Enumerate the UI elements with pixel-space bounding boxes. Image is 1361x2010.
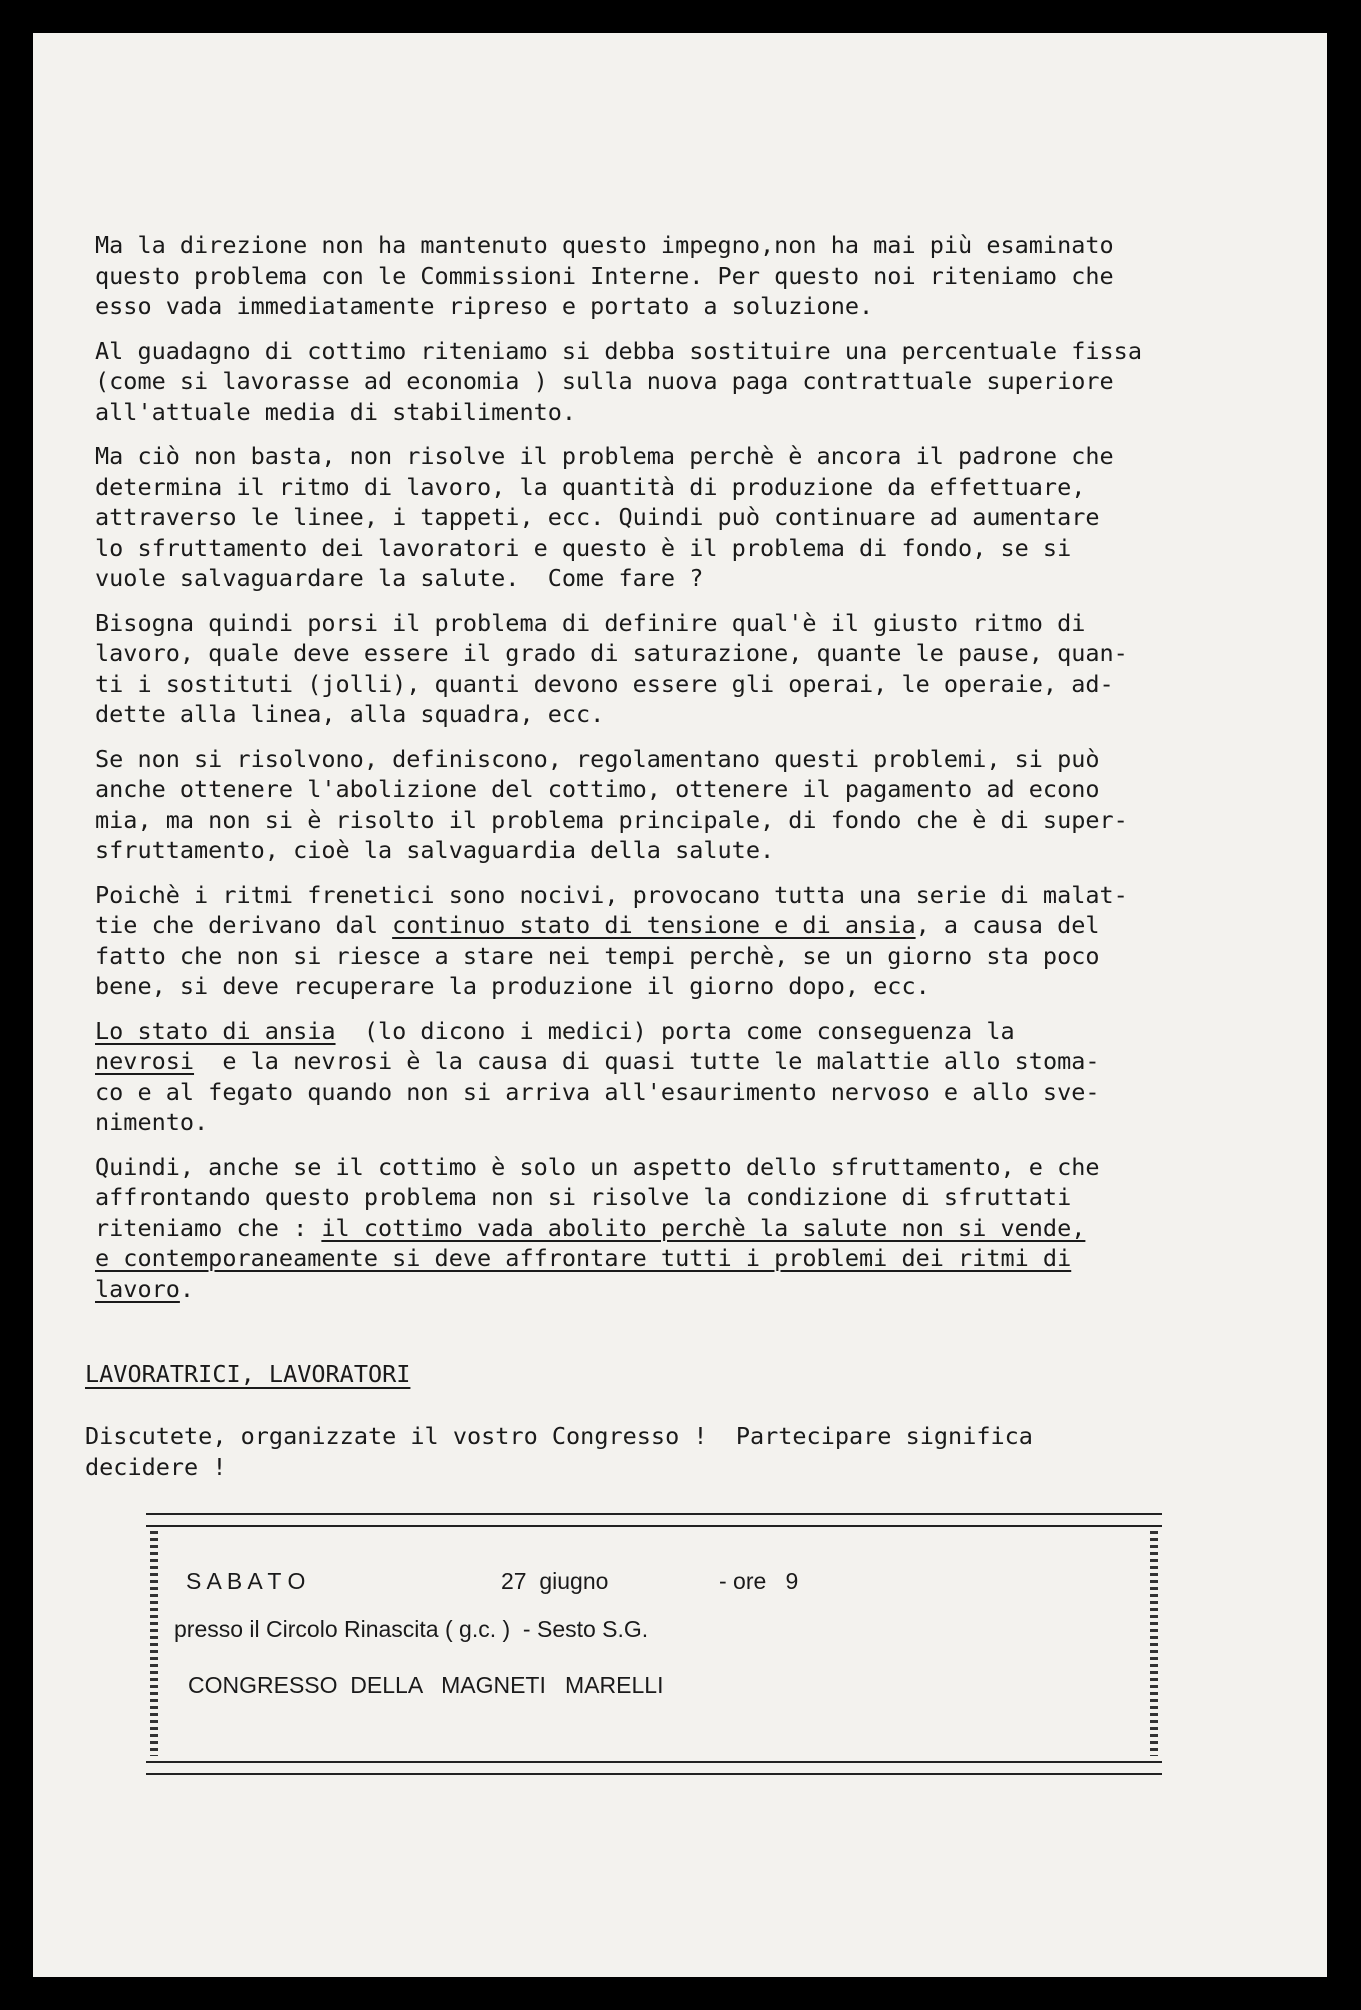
text-line: lavoro, quale deve essere il grado di saturazione, quante le pause, quan- [95, 639, 1128, 667]
border-rule-top [146, 1513, 1162, 1527]
underlined-text: nevrosi [95, 1047, 195, 1075]
text-line: all'attuale media di stabilimento. [95, 397, 577, 426]
underlined-text: Lo stato di ansia [95, 1016, 336, 1045]
text-line: co e al fegato quando non si arriva all'esaurimento nervoso e allo sve- [95, 1077, 1100, 1106]
event-box [146, 1513, 1162, 1786]
underlined-text: continuo stato di tensione e di ansia [392, 911, 916, 939]
text-line: Al guadagno di cottimo riteniamo si debba sostituire una percentuale fissa [95, 336, 1142, 365]
text-line: esso vada immediatamente ripreso e portato a soluzione. [95, 292, 874, 320]
body-text [95, 230, 1275, 1318]
paragraph [95, 441, 1275, 594]
paragraph-conclusione [95, 1152, 1275, 1305]
border-side-left [150, 1531, 158, 1756]
paragraph [95, 608, 1275, 730]
text-line: Bisogna quindi porsi il problema di definire qual'è il giusto ritmo di [95, 608, 1086, 637]
text-line: ti i sostituti (jolli), quanti devono essere gli operai, le operaie, ad- [95, 669, 1114, 698]
underlined-text: e contemporaneamente si deve affrontare tutti i problemi dei ritmi di [95, 1244, 1072, 1272]
text-line: sfruttamento, cioè la salvaguardia della salute. [95, 836, 775, 864]
paragraph [95, 336, 1275, 428]
underlined-text: il cottimo vada abolito perchè la salute non si vende, [321, 1213, 1086, 1242]
text-span: tie che derivano dal [95, 911, 393, 939]
text-span: . [179, 1274, 195, 1303]
text-line: dette alla linea, alla squadra, ecc. [95, 700, 605, 728]
event-time: - ore 9 [719, 1568, 799, 1594]
text-line [95, 1213, 1275, 1244]
event-date: 27 giugno [501, 1568, 609, 1594]
call-to-action [85, 1421, 1033, 1483]
text-span: (lo dicono i medici) porta come conseguenza la [335, 1016, 1015, 1045]
event-title: CONGRESSO DELLA MAGNETI MARELLI [188, 1672, 664, 1698]
text-span: , a causa del [915, 911, 1100, 939]
text-span: e la nevrosi è la causa di quasi tutte le malattie allo stoma- [194, 1047, 1100, 1075]
text-line [95, 1243, 1275, 1274]
text-line: attraverso le linee, i tappeti, ecc. Quindi può continuare ad aumentare [95, 503, 1100, 531]
text-line: decidere ! [85, 1453, 227, 1481]
text-line [95, 1274, 1275, 1305]
text-line: affrontando questo problema non si risolve la condizione di sfruttati [95, 1183, 1072, 1211]
text-line [95, 1016, 1275, 1047]
text-line: Ma ciò non basta, non risolve il problema perchè è ancora il padrone che [95, 442, 1114, 470]
paragraph-ritmi [95, 880, 1275, 1002]
text-line: Ma la direzione non ha mantenuto questo impegno,non ha mai più esaminato [95, 231, 1114, 259]
border-side-right [1150, 1531, 1158, 1756]
text-line [95, 1046, 1275, 1077]
text-line: questo problema con le Commissioni Interne. Per questo noi riteniamo che [95, 261, 1114, 290]
text-line: Se non si risolvono, definiscono, regolamentano questi problemi, si può [95, 744, 1100, 773]
underlined-text: lavoro [95, 1274, 180, 1303]
paragraph-ansia [95, 1016, 1275, 1138]
text-line: vuole salvaguardare la salute. Come fare ? [95, 564, 704, 592]
event-day: S A B A T O [186, 1568, 306, 1594]
text-span: riteniamo che : [95, 1213, 322, 1242]
text-line: (come si lavorasse ad economia ) sulla nuova paga contrattuale superiore [95, 367, 1114, 395]
text-line: mia, ma non si è risolto il problema principale, di fondo che è di super- [95, 805, 1128, 834]
section-heading: LAVORATRICI, LAVORATORI [85, 1360, 411, 1388]
text-line: nimento. [95, 1108, 209, 1136]
paragraph [95, 230, 1275, 322]
text-line: lo sfruttamento dei lavoratori e questo è il problema di fondo, se si [95, 533, 1072, 562]
text-line: Quindi, anche se il cottimo è solo un aspetto dello sfruttamento, e che [95, 1152, 1100, 1181]
text-line: anche ottenere l'abolizione del cottimo, ottenere il pagamento ad econo [95, 775, 1100, 803]
document-page [33, 33, 1327, 1977]
text-line: determina il ritmo di lavoro, la quantità di produzione da effettuare, [95, 472, 1086, 501]
border-rule-bottom [146, 1761, 1162, 1775]
paragraph [95, 744, 1275, 866]
text-line: Poichè i ritmi frenetici sono nocivi, provocano tutta una serie di malat- [95, 880, 1128, 909]
event-place: presso il Circolo Rinascita ( g.c. ) - Sesto S.G. [174, 1616, 649, 1642]
text-line [95, 910, 1275, 941]
text-line: fatto che non si riesce a stare nei tempi perchè, se un giorno sta poco [95, 941, 1100, 970]
text-line: bene, si deve recuperare la produzione il giorno dopo, ecc. [95, 972, 930, 1000]
text-line: Discutete, organizzate il vostro Congresso ! Partecipare significa [85, 1422, 1033, 1450]
